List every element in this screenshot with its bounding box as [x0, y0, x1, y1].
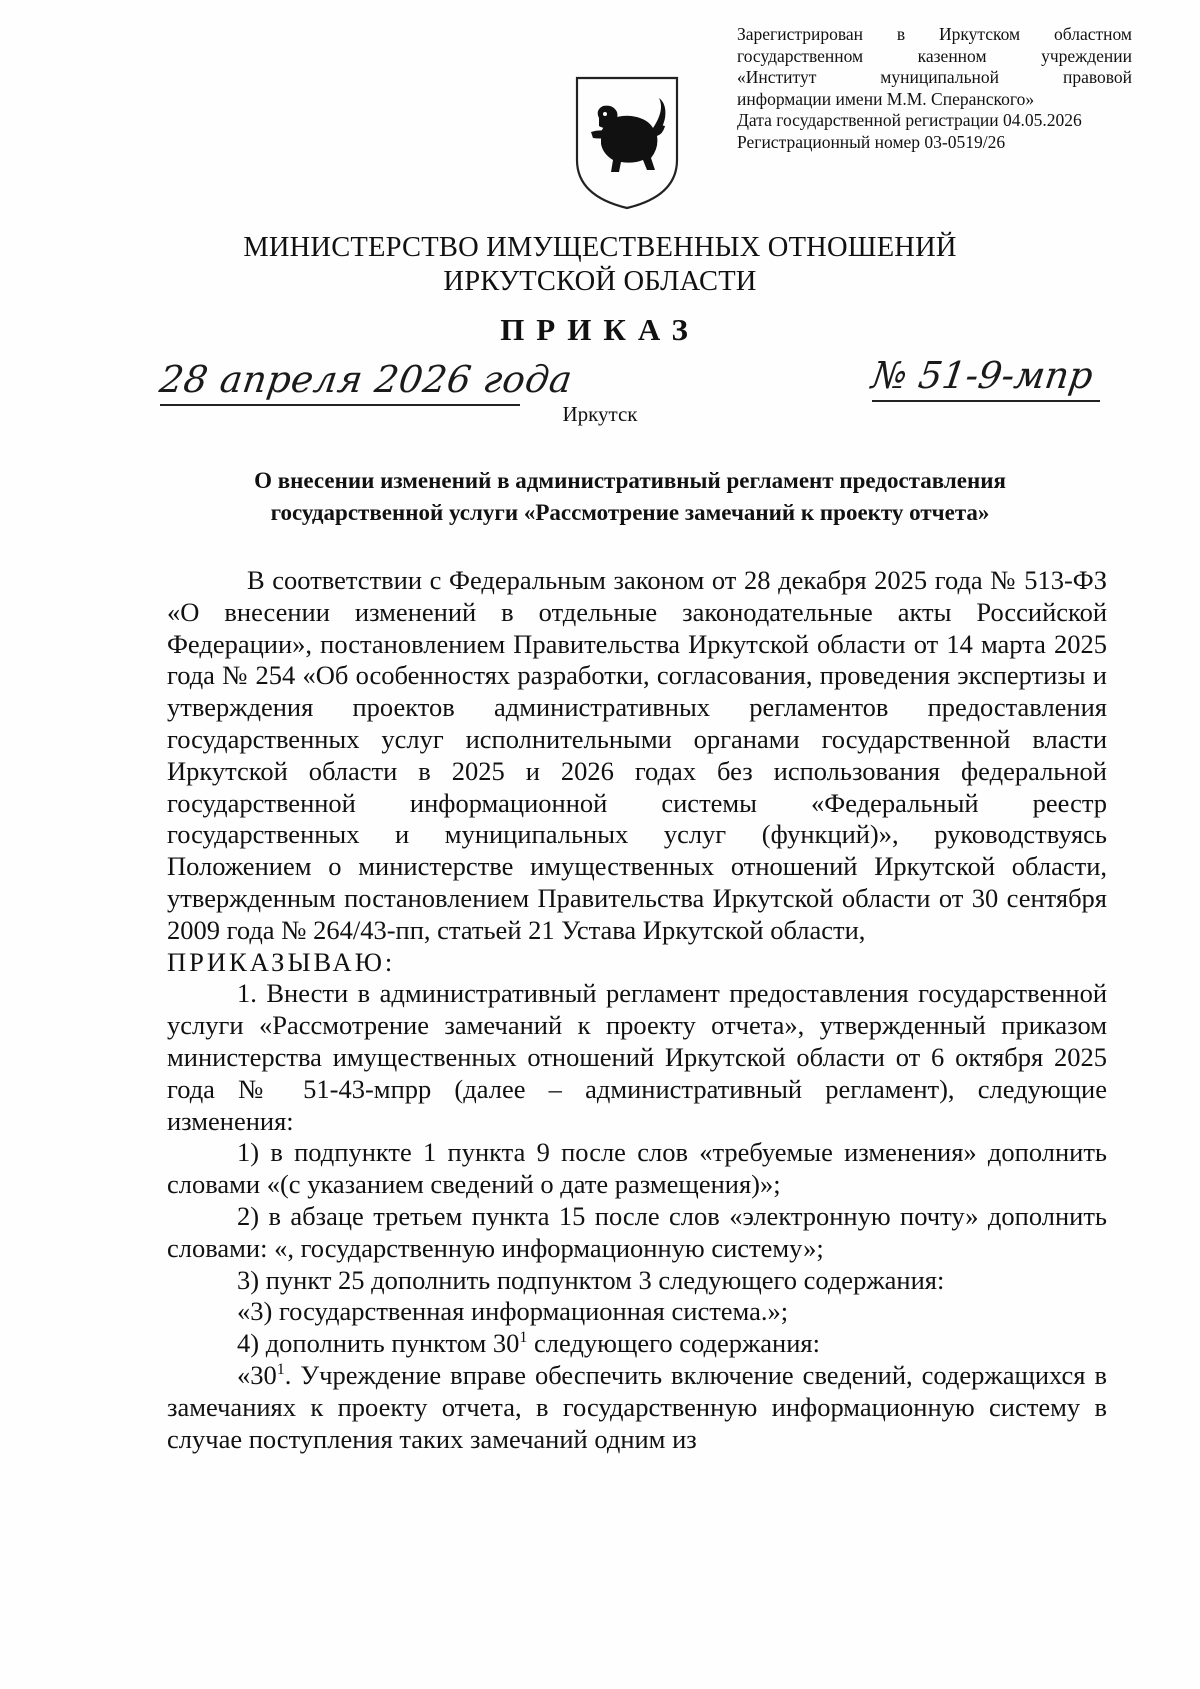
city: Иркутск — [562, 402, 638, 426]
registration-line-3: «Институт муниципальной правовой — [737, 67, 1132, 87]
ministry-name-line-2: ИРКУТСКОЙ ОБЛАСТИ — [443, 266, 757, 297]
subitem-4-suffix: следующего содержания: — [527, 1328, 820, 1359]
preamble-paragraph: В соответствии с Федеральным законом от 28 декабря 2025 года № 513-ФЗ «О внесении изменений в отдельные законодательные акты Российской Федерации», постановлением Правительства Иркутской области от 14 марта 2025 года № 254 «Об особенностях разработки, согласования, проведения экспертизы и утверждения проектов административных регламентов предоставления государственных услуг исполнительными органами государственной власти Иркутской области в 2025 и 2026 годах без использования федеральной государственной информационной системы «Федеральный реестр государственных и муниципальных услуг (функций)», руководствуясь Положением о министерстве имущественных отношений Иркутской области, утвержденным постановлением Правительства Иркутской области от 30 сентября 2009 года № 264/43-пп, статьей 21 Устава Иркутской области, — [167, 565, 1107, 945]
order-subject — [150, 465, 1110, 529]
item-1-paragraph: 1. Внести в административный регламент предоставления государственной услуги «Рассмотрение замечаний к проекту отчета», утвержденный приказом министерства имущественных отношений Иркутской области от 6 октября 2025 года № 51-43-мпрр (далее – административный регламент), следующие изменения: — [167, 978, 1107, 1136]
command-heading: ПРИКАЗЫВАЮ: — [167, 946, 396, 977]
irkutsk-coat-of-arms-icon — [573, 74, 681, 212]
point-30-1-superscript: 1 — [276, 1361, 285, 1379]
registration-line-1: Зарегистрирован в Иркутском областном — [737, 24, 1132, 44]
point-30-1-paragraph — [167, 1360, 1107, 1455]
subitem-3-quote: «3) государственная информационная система.»; — [237, 1296, 789, 1327]
handwritten-date: 28 апреля 2026 года — [156, 358, 576, 401]
handwritten-order-number: № 51-9-мпр — [868, 354, 1096, 397]
registration-stamp — [737, 24, 1132, 153]
registration-line-4: информации имени М.М. Сперанского» — [737, 88, 1035, 109]
registration-date: Дата государственной регистрации 04.05.2026 — [737, 110, 1082, 130]
subitem-2-paragraph: 2) в абзаце третьем пункта 15 после слов «электронную почту» дополнить словами: «, государственную информационную систему»; — [167, 1200, 1107, 1263]
order-body — [167, 565, 1107, 1455]
ministry-name-line-1: МИНИСТЕРСТВО ИМУЩЕСТВЕННЫХ ОТНОШЕНИЙ — [243, 232, 957, 263]
order-title: ПРИКАЗ — [500, 312, 700, 347]
subitem-4-paragraph — [167, 1328, 1107, 1360]
point-30-1-prefix: «30 — [237, 1359, 277, 1390]
registration-number: Регистрационный номер 03-0519/26 — [737, 131, 1006, 152]
point-30-1-text: . Учреждение вправе обеспечить включение сведений, содержащихся в замечаниях к проекту отчета, в государственную информационную систему в случае поступления таких замечаний одним из — [167, 1359, 1107, 1454]
subitem-4-prefix: 4) дополнить пунктом 30 — [237, 1328, 520, 1359]
subitem-4-superscript: 1 — [519, 1329, 528, 1347]
order-subject-line-2: государственной услуги «Рассмотрение замечаний к проекту отчета» — [270, 500, 990, 525]
subitem-3-paragraph: 3) пункт 25 дополнить подпунктом 3 следующего содержания: — [237, 1264, 945, 1295]
order-subject-line-1: О внесении изменений в административный регламент предоставления — [254, 468, 1006, 493]
subitem-1-paragraph: 1) в подпункте 1 пункта 9 после слов «требуемые изменения» дополнить словами «(с указанием сведений о дате размещения)»; — [167, 1137, 1107, 1200]
registration-line-2: государственном казенном учреждении — [737, 45, 1132, 66]
